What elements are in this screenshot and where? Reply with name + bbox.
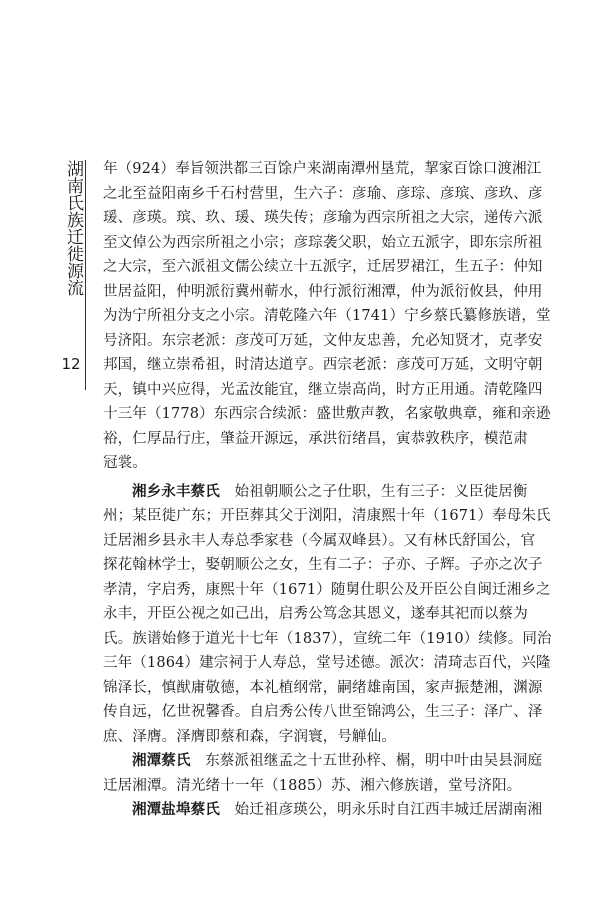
paragraph-caizhou-origin xyxy=(103,157,551,476)
page-number: 12 xyxy=(61,355,81,373)
text-line: 迁居湘潭。清光绪十一年（1885）苏、湘六修族谱，堂号济阳。 xyxy=(103,777,522,794)
running-title: 湖南氏族迁徙源流 xyxy=(63,160,83,296)
section-heading: 湘潭盐埠蔡氏 xyxy=(132,802,220,818)
text-line: 邦国，继立崇希祖，时清达道亨。西宗老派：彦茂可万延，文明守朝 xyxy=(103,357,543,373)
text-line: 传自远，亿世祝馨香。自启秀公传八世至锦鸿公，生三子：泽广、泽 xyxy=(103,704,543,720)
margin-rule xyxy=(85,160,86,390)
body-text xyxy=(103,157,552,823)
paragraph-xiangtan xyxy=(103,749,543,798)
paragraph-xiangxiang-yongfeng xyxy=(103,480,552,750)
text-line: 瑗、彦瑛。瑸、玖、瑗、瑛失传；彦瑜为西宗所祖之大宗，递传六派 xyxy=(103,210,543,226)
text-line xyxy=(103,480,543,505)
text-run: 东蔡派祖继孟之十五世孙梓、榍，明中叶由吴县洞庭 xyxy=(190,753,543,769)
text-line: 至文倬公为西宗所祖之小宗；彦琮袭父职，始立五派字，即东宗所祖 xyxy=(103,234,543,251)
text-line: 迁居湘乡县永丰人寿总季家巷（今属双峰县）。又有林氏舒国公，官 xyxy=(103,532,536,549)
text-line xyxy=(103,749,543,774)
paragraph-xiangtan-yanbu xyxy=(103,798,543,823)
text-line: 为沩宁所祖分支之小宗。清乾隆六年（1741）宁乡蔡氏纂修族谱，堂 xyxy=(103,308,551,324)
text-line: 探花翰林学士，娶朝顺公之女，生有二子：子亦、子辉。子亦之次子 xyxy=(103,557,543,573)
text-line: 孝清，字启秀，康熙十年（1671）随舅仕职公及开臣公自闽迁湘乡之 xyxy=(103,581,551,598)
text-line: 永丰，开臣公视之如己出，启秀公笃念其恩义，遂奉其祀而以蔡为 xyxy=(103,606,528,622)
text-run: 始祖朝顺公之子仕职，生有三子：义臣徙居衡 xyxy=(219,483,528,500)
text-line: 三年（1864）建宗祠于人寿总，堂号述德。派次：清琦志百代，兴隆 xyxy=(103,655,551,671)
text-line: 十三年（1778）东西宗合续派：盛世敷声教，名家敬典章，雍和亲逊 xyxy=(103,406,551,422)
section-heading: 湘乡永丰蔡氏 xyxy=(132,483,220,500)
text-line: 年（924）奉旨领洪都三百馀户来湖南潭州垦荒，挈家百馀口渡湘江 xyxy=(103,161,542,177)
text-line: 锦泽长，慎猷庸敬德，本礼植纲常，嗣绪雄南国，家声振楚湘，渊源 xyxy=(103,679,543,696)
text-run: 始迁祖彦瑛公，明永乐时自江西丰城迁居湖南湘 xyxy=(219,802,543,818)
text-line: 号济阳。东宗老派：彦茂可万延，文仲友忠善，允必知贤才，克孝安 xyxy=(103,332,543,349)
text-line: 之北至益阳南乡千石村营里，生六子：彦瑜、彦琮、彦瑸、彦玖、彦 xyxy=(103,185,543,202)
text-line: 世居益阳，仲明派衍冀州蕲水，仲行派衍湘潭，仲为派衍攸县，仲用 xyxy=(103,283,543,300)
text-line xyxy=(103,798,543,823)
text-line: 氏。族谱始修于道光十七年（1837），宣统二年（1910）续修。同治 xyxy=(103,630,552,647)
text-line: 冠裳。 xyxy=(103,455,147,471)
text-line: 天，镇中兴应得，光孟汝能宜，继立崇高尚，时方正用通。清乾隆四 xyxy=(103,381,543,398)
text-line: 庶、泽膺。泽膺即蔡和森，字润寰，号觯仙。 xyxy=(103,728,396,745)
section-heading: 湘潭蔡氏 xyxy=(132,753,191,769)
text-line: 之大宗，至六派祖文儒公续立十五派字，迁居罗裙江，生五子：仲知 xyxy=(103,259,543,275)
text-line: 州；某臣徙广东；开臣葬其父于浏阳，清康熙十年（1671）奉母朱氏 xyxy=(103,508,551,524)
text-line: 裕，仁厚品行庄，肇益开源远，承洪衍绪昌，寅恭敦秩序，模范肃 xyxy=(103,430,528,447)
